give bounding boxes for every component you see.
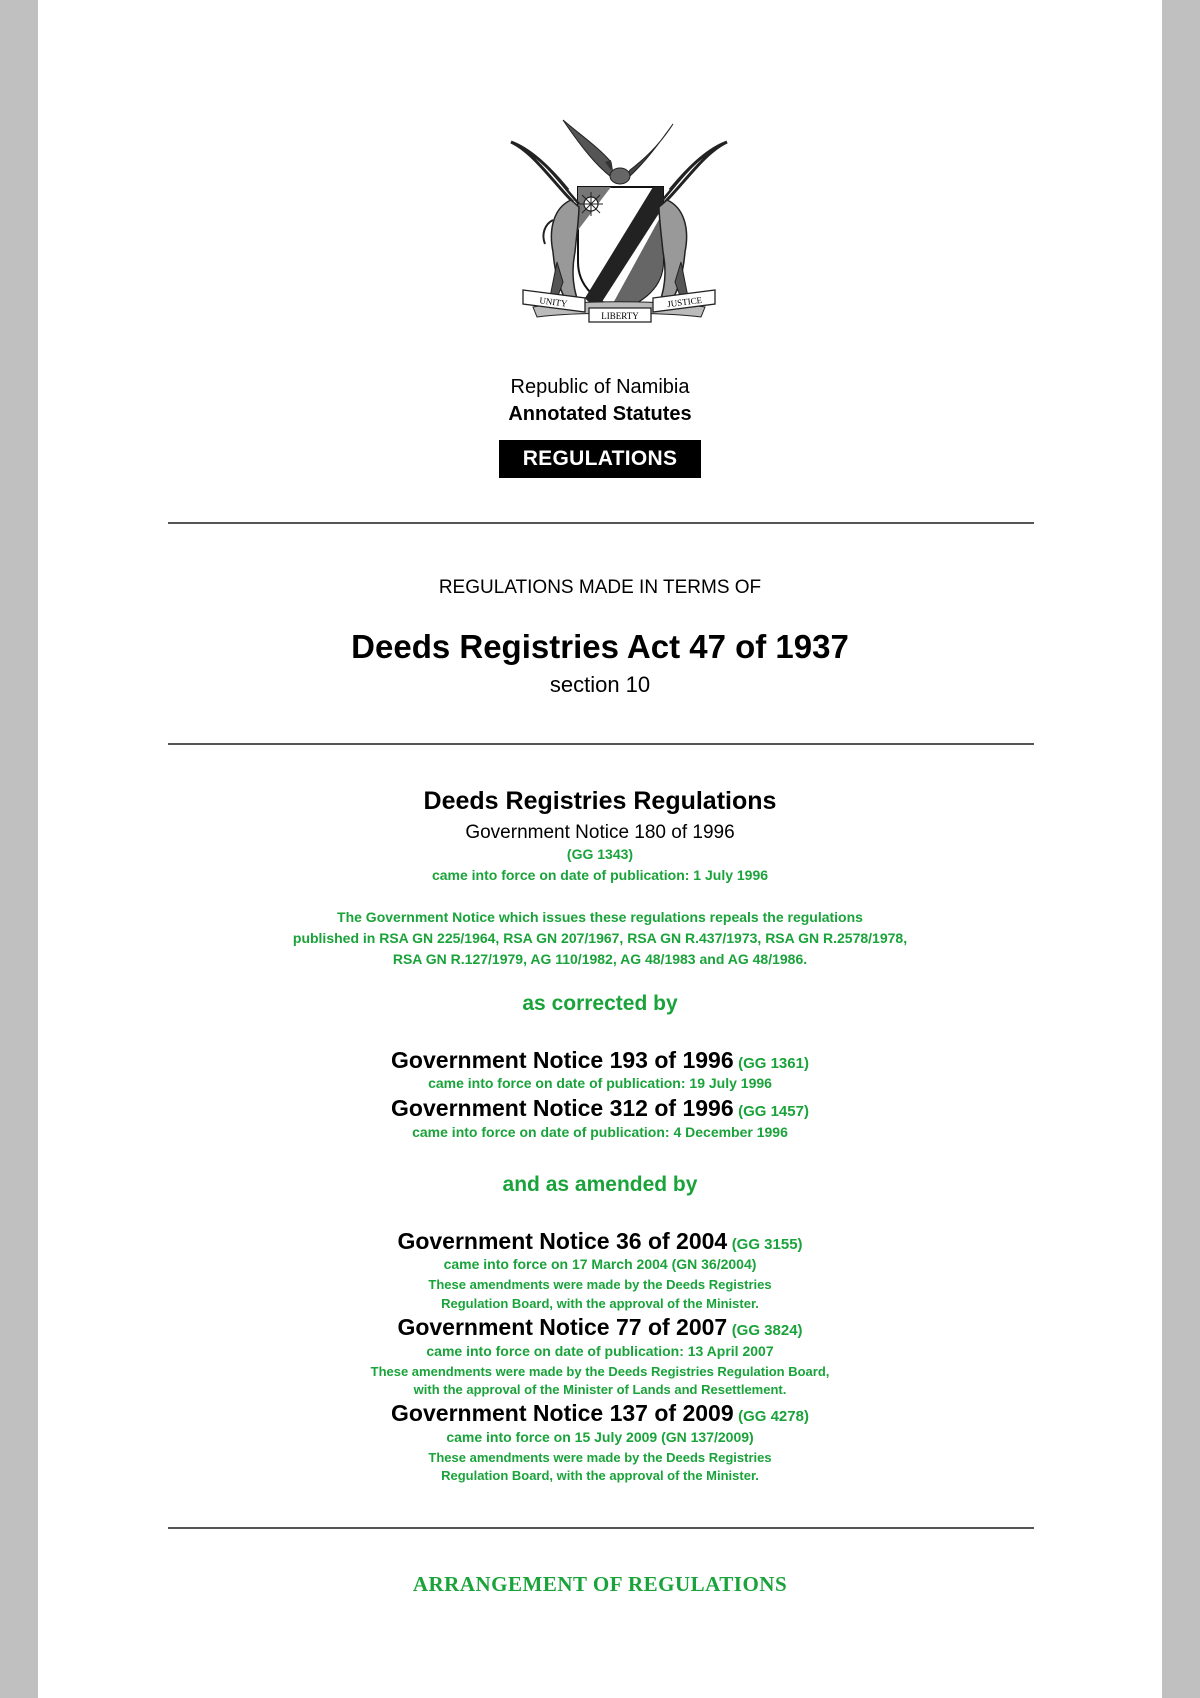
amendment-2-gazette: (GG 3824) <box>731 1322 803 1339</box>
amendment-1-gazette: (GG 3155) <box>731 1236 803 1253</box>
regulations-title: Deeds Registries Regulations <box>423 787 777 815</box>
regulations-gazette: (GG 1343) <box>566 846 634 862</box>
correction-2-in-force: came into force on date of publication: 4 December 1996 <box>412 1124 788 1140</box>
motto-liberty: LIBERTY <box>601 311 639 321</box>
document-page <box>38 0 1162 1698</box>
amendment-1-note-line-1: These amendments were made by the Deeds Registries <box>428 1277 772 1292</box>
repeal-note-line-2: published in RSA GN 225/1964, RSA GN 207/1967, RSA GN R.437/1973, RSA GN R.2578/1978, <box>292 930 908 946</box>
amendment-1-note-line-2: Regulation Board, with the approval of the Minister. <box>441 1296 759 1311</box>
correction-1-gazette: (GG 1361) <box>738 1055 809 1072</box>
repeal-note-line-1: The Government Notice which issues these regulations repeals the regulations <box>337 909 863 925</box>
amendment-2-title <box>38 1314 1162 1341</box>
amendment-1-notice: Government Notice 36 of 2004 <box>397 1228 728 1254</box>
act-title: Deeds Registries Act 47 of 1937 <box>351 628 849 665</box>
coat-of-arms-emblem <box>493 112 743 344</box>
act-section: section 10 <box>549 672 651 697</box>
amendment-2-in-force: came into force on date of publication: 13 April 2007 <box>426 1343 774 1359</box>
motto-justice: JUSTICE <box>666 294 703 310</box>
amendment-2-notice: Government Notice 77 of 2007 <box>397 1314 728 1340</box>
motto-unity: UNITY <box>538 295 568 309</box>
correction-1-title <box>38 1047 1162 1074</box>
republic-of-namibia: Republic of Namibia <box>510 376 690 398</box>
correction-2-gazette: (GG 1457) <box>738 1103 809 1120</box>
divider-bottom <box>168 1527 1034 1529</box>
amendment-2-note-line-1: These amendments were made by the Deeds Registries Regulation Board, <box>370 1364 830 1379</box>
amendment-1-in-force: came into force on 17 March 2004 (GN 36/2004) <box>443 1256 757 1272</box>
divider-top <box>168 522 1034 524</box>
amendment-1-title <box>38 1228 1162 1255</box>
amendment-3-gazette: (GG 4278) <box>738 1408 809 1425</box>
amended-heading: and as amended by <box>502 1173 698 1196</box>
arrangement-heading: ARRANGEMENT OF REGULATIONS <box>412 1572 788 1596</box>
amendment-3-note-line-1: These amendments were made by the Deeds Registries <box>428 1450 772 1465</box>
correction-2-notice: Government Notice 312 of 1996 <box>391 1095 734 1121</box>
corrected-heading: as corrected by <box>522 992 678 1015</box>
amendment-3-note-line-2: Regulation Board, with the approval of the Minister. <box>441 1468 759 1483</box>
made-in-terms-of: REGULATIONS MADE IN TERMS OF <box>438 577 762 598</box>
repeal-note-line-3: RSA GN R.127/1979, AG 110/1982, AG 48/1983 and AG 48/1986. <box>392 951 808 967</box>
divider-middle <box>168 743 1034 745</box>
regulations-badge: REGULATIONS <box>499 440 701 478</box>
correction-1-in-force: came into force on date of publication: 19 July 1996 <box>428 1075 772 1091</box>
amendment-3-title <box>38 1400 1162 1427</box>
amendment-3-notice: Government Notice 137 of 2009 <box>391 1400 734 1426</box>
amendment-2-note-line-2: with the approval of the Minister of Lands and Resettlement. <box>413 1382 787 1397</box>
amendment-3-in-force: came into force on 15 July 2009 (GN 137/2009) <box>446 1429 754 1445</box>
regulations-in-force: came into force on date of publication: 1 July 1996 <box>431 867 769 883</box>
regulations-notice: Government Notice 180 of 1996 <box>465 822 735 843</box>
annotated-statutes: Annotated Statutes <box>508 403 692 425</box>
correction-2-title <box>38 1095 1162 1122</box>
correction-1-notice: Government Notice 193 of 1996 <box>391 1047 734 1073</box>
